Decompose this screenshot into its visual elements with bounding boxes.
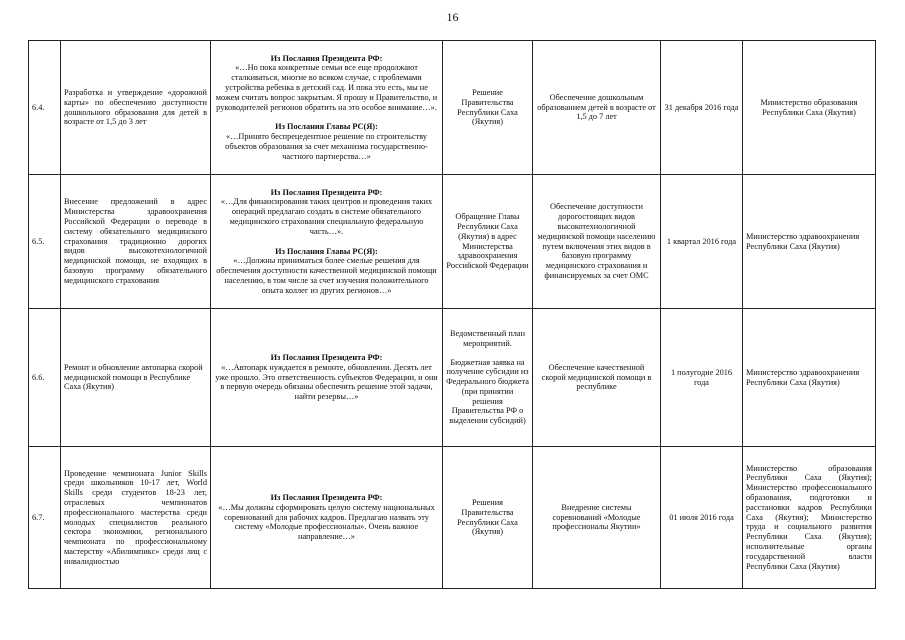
quote-title: Из Послания Президента РФ: [270,187,383,197]
quote-cell [211,175,443,309]
form-cell: Решение Правительства Республики Саха (Якутия) [443,41,533,175]
quote-cell [211,309,443,447]
table-row [29,447,876,589]
form-part: Ведомственный план мероприятий. [449,328,526,348]
quote-text: «…Мы должны сформировать целую систему национальных соревнований для рабочих кадров. Предлагаю назвать эту систему «Молодые профессионалы». Очень важное направление…» [218,502,435,542]
form-part: Бюджетная заявка на получение субсидии из Федерального бюджета (при принятии решения Правительства РФ о выделении субсидий) [446,357,529,426]
quote-text: «…Но пока конкретные семьи все еще продолжают сталкиваться, многие во всяком случае, с проблемами устройства ребенка в детский сад. И пока это есть, мы не можем считать вопрос закрытым. Я прошу и Правительство, и руководителей регионов обратить на это особое внимание…». [215,63,438,112]
task-cell: Ремонт и обновление автопарка скорой медицинской помощи в Республике Саха (Якутия) [61,309,211,447]
action-plan-table [28,40,876,589]
deadline-cell: 01 июля 2016 года [661,447,743,589]
deadline-cell: 1 квартал 2016 года [661,175,743,309]
page-number: 16 [446,10,459,24]
row-number: 6.6. [29,309,61,447]
responsible-cell: Министерство образования Республики Саха (Якутия) [743,41,876,175]
deadline-cell: 31 декабря 2016 года [661,41,743,175]
task-cell: Проведение чемпионата Junior Skills среди школьников 10-17 лет, World Skills среди студентов 18-23 лет, отраслевых чемпионатов профессионального мастерства среди молодых специалистов реального сектора экономики, регионального чемпионата по профессиональному мастерству «Абилимпикс» среди лиц с инвалидностью [61,447,211,589]
form-cell [443,309,533,447]
quote-text: «…Должны приниматься более смелые решения для обеспечения доступности качественной медицинской помощи населению, в том числе за счет изучения положительного опыта коллег из других регионов…» [216,256,437,295]
row-number: 6.5. [29,175,61,309]
quote-text: «…Принято беспрецедентное решение по строительству объектов образования за счет механизма государственно-частного партнерства…» [225,132,428,161]
form-cell: Обращение Главы Республики Саха (Якутия) в адрес Министерства здравоохранения Российской Федерации [443,175,533,309]
row-number: 6.4. [29,41,61,175]
task-cell: Разработка и утверждение «дорожной карты» по обеспечению доступности дошкольного образования для детей в возрасте от 1,5 до 3 лет [61,41,211,175]
result-cell: Внедрение системы соревнований «Молодые профессионалы Якутии» [533,447,661,589]
quote-title: Из Послания Главы РС(Я): [275,122,378,132]
deadline-cell: 1 полугодие 2016 года [661,309,743,447]
responsible-cell: Министерство здравоохранения Республики Саха (Якутия) [743,309,876,447]
quote-cell [211,41,443,175]
quote-title: Из Послания Президента РФ: [270,53,383,63]
responsible-cell: Министерство образования Республики Саха (Якутия); Министерство профессионального образования, подготовки и расстановки кадров Республики Саха (Якутия); Министерство труда и социального развития Республики Саха (Якутия); исполнительные органы государственной власти Республики Саха (Якутия) [743,447,876,589]
result-cell: Обеспечение доступности дорогостоящих видов высокотехнологичной медицинской помощи населению путем включения этих видов в базовую программу медицинского страхования и финансируемых за счет ОМС [533,175,661,309]
quote-title: Из Послания Главы РС(Я): [275,246,378,256]
table-row [29,309,876,447]
task-cell: Внесение предложений в адрес Министерства здравоохранения Российской Федерации о переводе в систему обязательного медицинского страхования традиционно дорогих видов высокотехнологичной медицинской помощи, не входящих в базовую программу обязательного медицинского страхования [61,175,211,309]
row-number: 6.7. [29,447,61,589]
table-row [29,175,876,309]
form-cell: Решения Правительства Республики Саха (Якутия) [443,447,533,589]
quote-title: Из Послания Президента РФ: [270,353,383,363]
result-cell: Обеспечение дошкольным образованием детей в возрасте от 1,5 до 7 лет [533,41,661,175]
quote-text: «…Для финансирования таких центров и проведения таких операций предлагаю создать в системе обязательного медицинского страхования специальную федеральную часть…». [220,197,433,236]
table-row [29,41,876,175]
quote-cell [211,447,443,589]
quote-title: Из Послания Президента РФ: [270,493,383,503]
result-cell: Обеспечение качественной скорой медицинской помощи в республике [533,309,661,447]
responsible-cell: Министерство здравоохранения Республики Саха (Якутия) [743,175,876,309]
quote-text: «…Автопарк нуждается в ремонте, обновлении. Десять лет уже прошло. Это ответственность субъектов Федерации, и они в первую очередь обязаны обеспечить решение этой задачи, найти резервы…» [215,362,438,402]
